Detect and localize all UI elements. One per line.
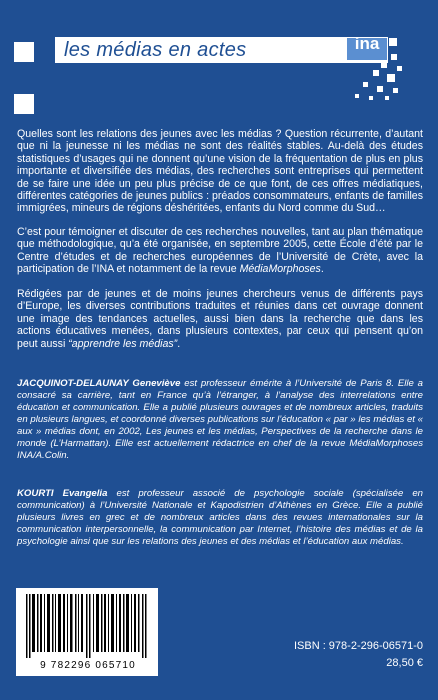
- author-bio-1: [17, 378, 423, 462]
- intro-paragraph-2: [17, 226, 423, 276]
- barcode-number: 9 782296 065710: [40, 660, 136, 671]
- intro-p2-italic: MédiaMorphoses: [239, 263, 321, 276]
- intro-paragraph-1: [17, 128, 423, 215]
- author-bio-text-1: est professeur émérite à l’Université de Paris 8. Elle a consacré sa carrière, tant en France qu’à l’étranger, à l’analyse des interrelations entre éducation et communication. Elle a publié plusieurs ouvrages et de nombreux articles, traduits en plusieurs langues, et coordonné diverses publications sur l’éducation « par » les médias et « aux » médias dont, en 2002, Les jeunes et les médias, Perspectives de la recherche dans le monde (L’Harmattan). Ellle est actuellement rédactrice en chef de la revue MédiaMorphoses INA/A.Colin.: [17, 378, 423, 461]
- price: 28,50 €: [386, 657, 423, 669]
- author-name-2: KOURTI Evangelia: [17, 488, 108, 499]
- intro-p3-text: Rédigées par de jeunes et de moins jeunes chercheurs venus de différents pays d’Europe, les diverses contributions traduites et réunies dans cet ouvrage donnent une image des tendances actuelles, aussi bien dans la recherche que dans les actions éducatives menées, dans plusieurs contextes, par ceux qui pensent qu’on peut aussi: [17, 288, 423, 350]
- intro-p2-text: C’est pour témoigner et discuter de ces recherches nouvelles, tant au plan thématique que méthodologique, qu’a été organisée, en septembre 2005, cette École d’été par le Centre d’études et de recherches européennes de l’Université de Crète, avec la participation de l’INA et notamment de la revue: [17, 226, 423, 276]
- barcode-bars: [26, 594, 150, 658]
- intro-p1-text: Quelles sont les relations des jeunes avec les médias ? Question récurrente, d’autant que ni la jeunesse ni les médias ne sont des réalités stables. Au-delà des études statistiques d’usages qui ne donnent qu’une vision de la fréquentation de plus en plus importante et diversifiée des médias, des recherches sont entreprises qui permettent de se faire une idée un peu plus précise de ce que font, de ces offres médiatiques, différentes catégories de jeunes publics : préados consommateurs, enfants de familles immigrées, mineurs de régions déshéritées, enfants du Nord comme du Sud…: [17, 128, 423, 215]
- header-square-bottom: [14, 94, 34, 114]
- ina-logo-text: ina: [354, 34, 380, 53]
- header-square-top: [14, 42, 34, 62]
- author-bio-2: [17, 488, 423, 548]
- isbn: ISBN : 978-2-296-06571-0: [293, 640, 423, 652]
- intro-p3-italic: “apprendre les médias”: [68, 337, 178, 350]
- intro-p3-end: .: [177, 337, 181, 350]
- intro-p2-end: .: [320, 263, 324, 276]
- barcode: [16, 588, 158, 676]
- intro-paragraph-3: [17, 288, 423, 350]
- author-name-1: JACQUINOT-DELAUNAY Geneviève: [17, 378, 181, 389]
- series-title: les médias en actes: [64, 39, 247, 61]
- author-bio-text-2: est professeur associé de psychologie sociale (spécialisée en communication) à l’Université Nationale et Kapodistrien d’Athènes en Grèce. Elle a publié plusieurs livres en grec et de nombreux articles dans des revues internationales sur la communication interpersonnelle, la communication par Internet, l’histoire des médias et de la psychologie ainsi que sur les relations des jeunes et des médias et l’éducation aux médias.: [17, 488, 424, 547]
